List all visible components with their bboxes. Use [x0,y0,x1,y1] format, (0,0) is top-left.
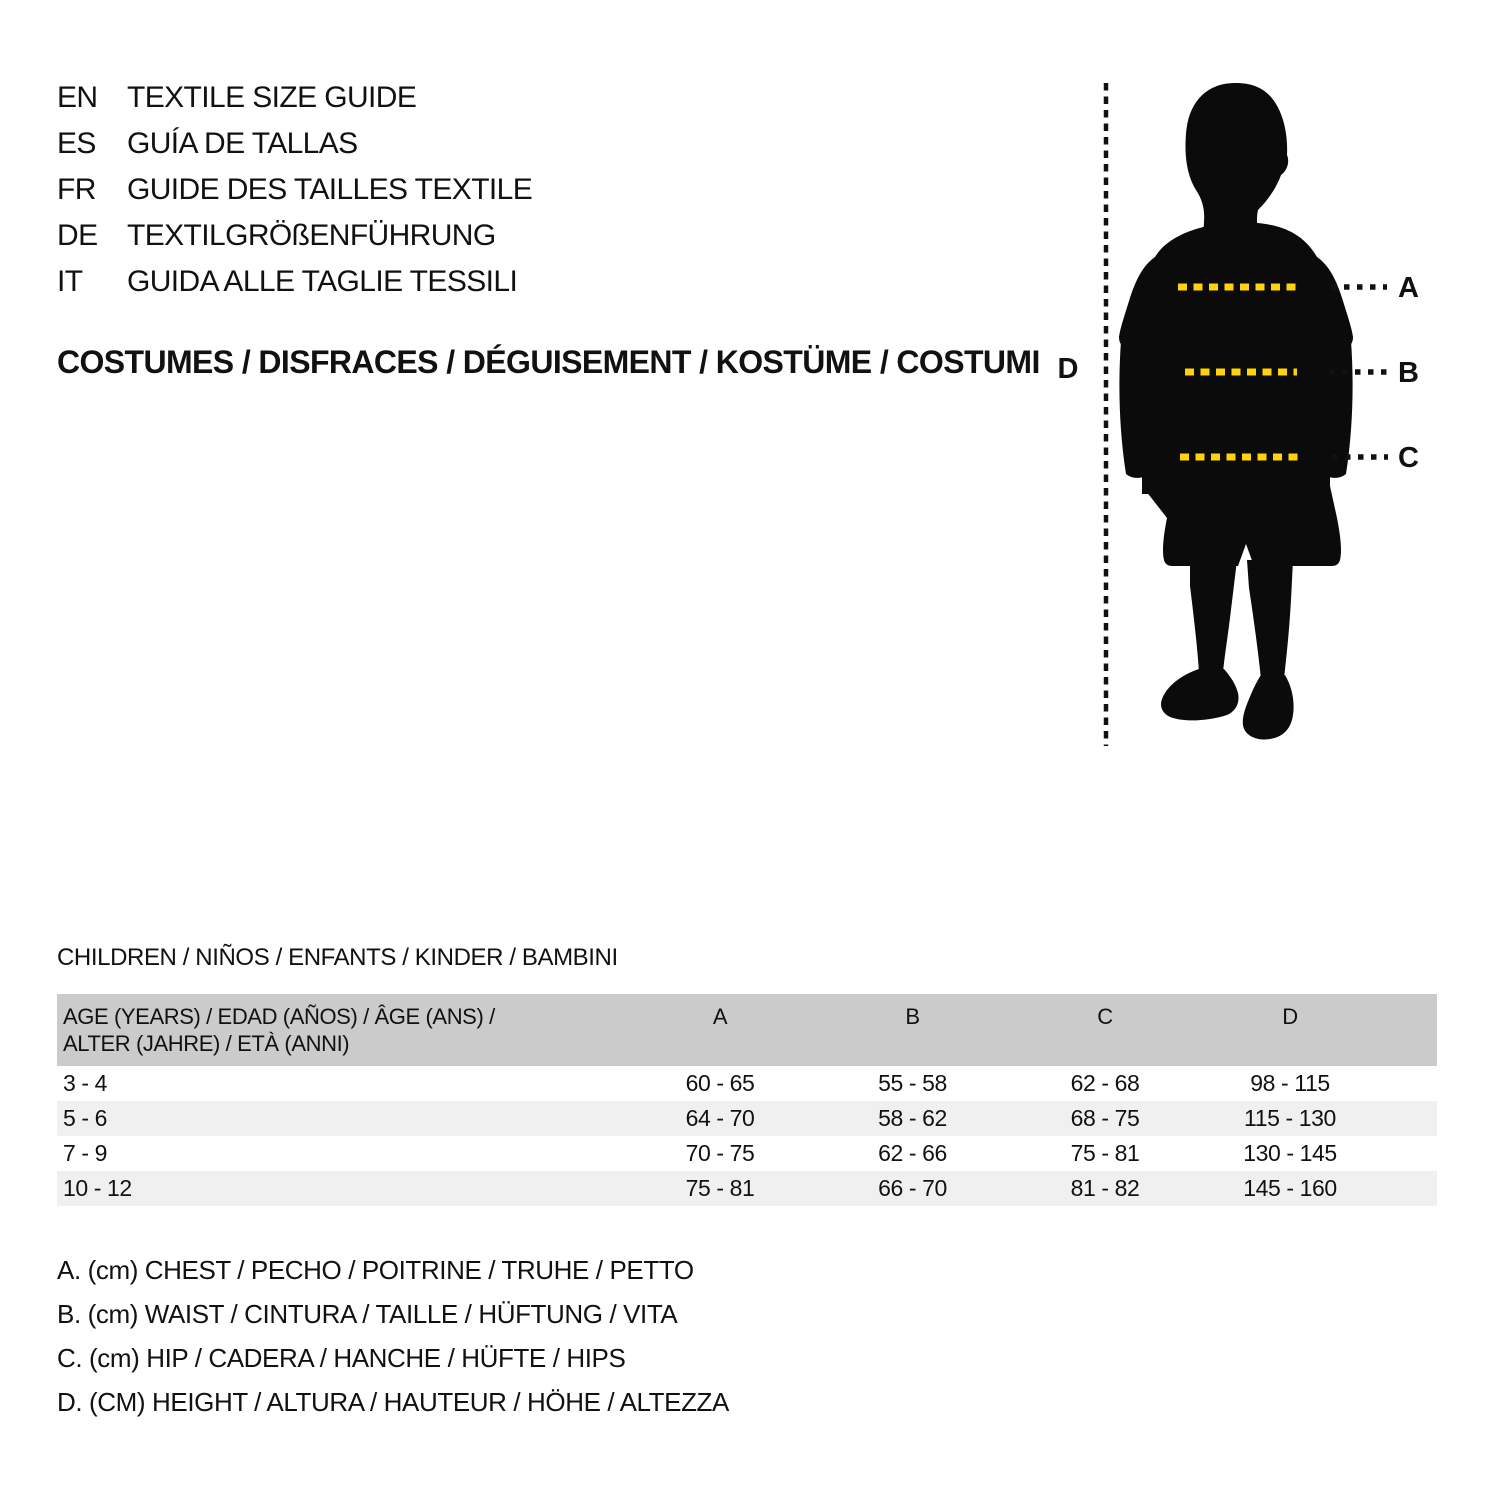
language-row-de [57,213,532,259]
language-label: TEXTILGRÖßENFÜHRUNG [127,219,496,252]
hip-cell: 75 - 81 [1070,1140,1140,1166]
language-label: GUIDA ALLE TAGLIE TESSILI [127,265,518,298]
measure-label-d: D [1057,353,1079,385]
measure-label-b: B [1398,357,1419,389]
language-label: GUÍA DE TALLAS [127,127,358,160]
language-code: DE [57,219,98,252]
table-header-row [57,994,1437,1066]
language-code: IT [57,265,83,298]
column-header-b: B [905,1004,920,1029]
silhouette-torso [1142,222,1330,494]
category-title: COSTUMES / DISFRACES / DÉGUISEMENT / KOSTÜME / COSTUMI [57,344,1040,380]
language-row-es [57,121,532,167]
silhouette-left-shoe [1161,669,1238,720]
language-row-it [57,259,532,305]
silhouette-left-arm [1119,341,1148,478]
age-cell: 7 - 9 [63,1140,108,1166]
language-row-en [57,75,532,121]
table-row [57,1136,1437,1171]
age-header-line2: ALTER (JAHRE) / ETÀ (ANNI) [63,1031,350,1056]
hip-cell: 68 - 75 [1070,1105,1140,1131]
table-row [57,1066,1437,1101]
chest-cell: 60 - 65 [685,1070,755,1096]
silhouette-right-shoe [1243,675,1294,740]
age-header-line1: AGE (YEARS) / EDAD (AÑOS) / ÂGE (ANS) / [63,1004,495,1029]
waist-cell: 66 - 70 [878,1175,947,1201]
height-cell: 115 - 130 [1244,1105,1336,1131]
age-cell: 10 - 12 [63,1175,132,1201]
language-code: FR [57,173,96,206]
language-list [57,75,532,305]
language-code: EN [57,81,98,114]
table-row [57,1101,1437,1136]
language-label: GUIDE DES TAILLES TEXTILE [127,173,533,206]
column-header-c: C [1097,1004,1113,1029]
waist-cell: 55 - 58 [878,1070,947,1096]
column-header-d: D [1282,1004,1298,1029]
measure-label-a: A [1398,272,1419,304]
legend-waist: B. (cm) WAIST / CINTURA / TAILLE / HÜFTUNG / VITA [57,1299,678,1329]
legend-hip: C. (cm) HIP / CADERA / HANCHE / HÜFTE / HIPS [57,1343,626,1373]
height-cell: 145 - 160 [1243,1175,1337,1201]
waist-cell: 58 - 62 [878,1105,947,1131]
age-column-header [57,994,625,1066]
language-row-fr [57,167,532,213]
measure-label-c: C [1398,442,1419,474]
size-figure [1040,70,1500,750]
child-silhouette [1119,83,1353,740]
hip-cell: 62 - 68 [1070,1070,1140,1096]
height-cell: 98 - 115 [1250,1070,1330,1096]
age-cell: 5 - 6 [63,1105,108,1131]
header-spacer [1380,994,1437,1066]
silhouette-right-leg [1247,560,1293,679]
section-title-children: CHILDREN / NIÑOS / ENFANTS / KINDER / BAMBINI [57,944,618,971]
silhouette-left-leg [1190,560,1237,673]
hip-cell: 81 - 82 [1070,1175,1140,1201]
silhouette-head [1185,83,1288,241]
column-header-a: A [712,1004,728,1029]
language-code: ES [57,127,96,160]
chest-cell: 70 - 75 [685,1140,755,1166]
chest-cell: 64 - 70 [685,1105,755,1131]
measurement-legend [57,1248,729,1424]
legend-chest: A. (cm) CHEST / PECHO / POITRINE / TRUHE / PETTO [57,1255,694,1285]
height-cell: 130 - 145 [1243,1140,1337,1166]
chest-cell: 75 - 81 [685,1175,755,1201]
waist-cell: 62 - 66 [878,1140,947,1166]
silhouette-shorts [1142,486,1341,566]
table-row [57,1171,1437,1206]
legend-height: D. (CM) HEIGHT / ALTURA / HAUTEUR / HÖHE / ALTEZZA [57,1387,729,1417]
size-table [57,994,1437,1206]
language-label: TEXTILE SIZE GUIDE [127,81,417,114]
age-cell: 3 - 4 [63,1070,108,1096]
